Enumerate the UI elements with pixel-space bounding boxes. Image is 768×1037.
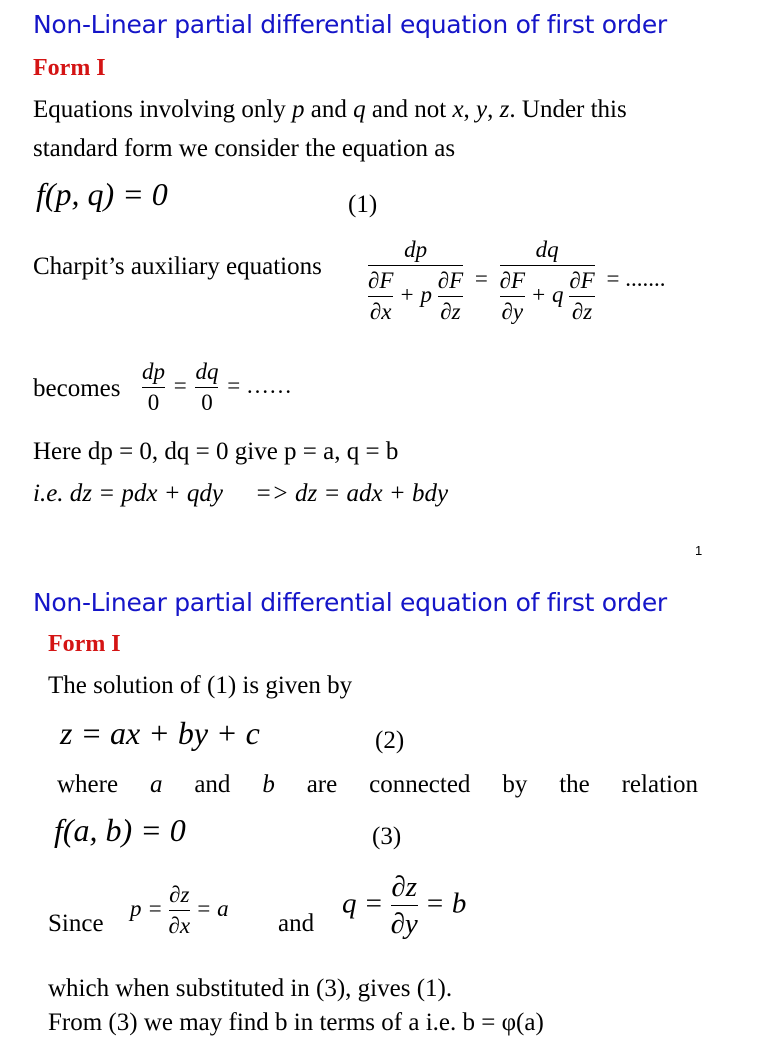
equation-1-label: (1) — [348, 191, 378, 218]
since-q: q = — [342, 887, 384, 920]
where-word: are — [306, 771, 338, 798]
pd-y: ∂y — [501, 299, 524, 325]
charpit-fraction-1 — [368, 238, 463, 324]
substitution-line: which when substituted in (3), gives (1). — [48, 975, 453, 1002]
intro-not: and not — [365, 96, 453, 123]
intro-z: z — [499, 96, 510, 123]
where-word-b: b — [262, 771, 275, 798]
becomes-den-1: 0 — [147, 390, 160, 416]
since-eq-b: = b — [425, 887, 467, 920]
becomes-num-1: dp — [142, 359, 165, 384]
where-word: relation — [621, 771, 698, 798]
eq1-args: (p, q) = 0 — [44, 176, 168, 212]
where-word: the — [559, 771, 590, 798]
ie-line — [33, 480, 448, 508]
since-num-z: ∂z — [169, 882, 190, 907]
since-label: Since — [48, 910, 104, 937]
intro-p: p — [292, 96, 305, 123]
charpit-num-2: dq — [535, 237, 559, 262]
solution-line: The solution of (1) is given by — [48, 672, 353, 699]
pd-z: ∂z — [571, 299, 593, 325]
where-word: by — [502, 771, 528, 798]
charpit-den-1 — [368, 269, 463, 324]
since-p-equation — [130, 883, 229, 938]
equation-2-label: (2) — [375, 727, 405, 754]
last-line: From (3) we may find b in terms of a i.e. b = φ(a) — [48, 1009, 544, 1036]
where-word: where — [57, 771, 119, 798]
equation-3 — [54, 812, 186, 849]
since-p: p = — [130, 895, 163, 921]
becomes-equation: $\frac{dp}{0}$ = $\frac{dq}{0}$ = …… — [142, 359, 292, 416]
slide1-intro-line1: Equations involving only p and q and not x, y, z. Under this — [33, 96, 627, 123]
becomes-num-2: dq — [195, 359, 219, 384]
here-line — [33, 438, 398, 466]
slide1-form-label: Form I — [33, 55, 106, 81]
since-and: and — [278, 910, 315, 937]
intro-q: q — [353, 96, 366, 123]
since-q-equation — [342, 872, 466, 940]
page-number: 1 — [695, 543, 703, 558]
ie-part-a: i.e. dz = pdx + qdy — [33, 480, 223, 507]
where-line — [57, 771, 698, 799]
intro-rest: . Under this — [509, 96, 627, 123]
slide2-title: Non-Linear partial differential equation of first order — [33, 588, 667, 617]
where-word: connected — [369, 771, 471, 798]
intro-text: Equations involving only — [33, 96, 293, 123]
plus-q: + q — [530, 282, 564, 308]
intro-and: and — [304, 96, 354, 123]
becomes-tail: = …… — [227, 372, 292, 398]
eq3-f: f — [54, 812, 63, 848]
slide1-intro-line2: standard form we consider the equation as — [33, 135, 456, 162]
here-text: Here dp = 0, dq = 0 give p = a, q = b — [33, 438, 399, 465]
since-den-y: ∂y — [390, 908, 418, 941]
charpit-tail: = ....... — [606, 266, 666, 292]
pd-F: ∂F — [368, 268, 394, 294]
eq3-args: (a, b) = 0 — [62, 812, 186, 848]
where-word: and — [194, 771, 231, 798]
charpit-label: Charpit’s auxiliary equations — [33, 253, 322, 280]
eq1-f: f — [36, 176, 45, 212]
equation-3-label: (3) — [372, 823, 402, 850]
slide1-title: Non-Linear partial differential equation of first order — [33, 10, 667, 39]
pd-z: ∂z — [440, 299, 461, 325]
where-word-a: a — [149, 771, 163, 798]
ie-part-b: => dz = adx + bdy — [254, 480, 449, 507]
pd-F: ∂F — [437, 268, 464, 294]
intro-y: y — [476, 96, 488, 123]
charpit-equation: dp $\frac{\partial F}{\partial x}$ + p $\frac{\partial F}{\partial z}$ = dq $\frac{\partial F}{\partial y}$ + q $\frac{\partial F}{\partial z}$ = ....... — [368, 237, 666, 325]
slide2-form-label: Form I — [48, 631, 121, 657]
pd-x: ∂x — [369, 299, 392, 325]
intro-x: x — [452, 96, 464, 123]
becomes-label: becomes — [33, 375, 121, 402]
charpit-num-1: dp — [404, 237, 428, 262]
equation-1 — [36, 176, 168, 213]
pd-F: ∂F — [569, 268, 595, 294]
since-eq-a: = a — [195, 895, 229, 921]
charpit-fraction-2 — [500, 238, 595, 324]
since-den-x: ∂x — [168, 913, 191, 939]
plus-p: + p — [399, 282, 432, 308]
since-num-z: ∂z — [391, 871, 417, 903]
equation-2: z = ax + by + c — [60, 715, 260, 751]
becomes-den-2: 0 — [201, 390, 213, 416]
charpit-den-2 — [500, 269, 595, 324]
pd-F: ∂F — [499, 268, 526, 294]
